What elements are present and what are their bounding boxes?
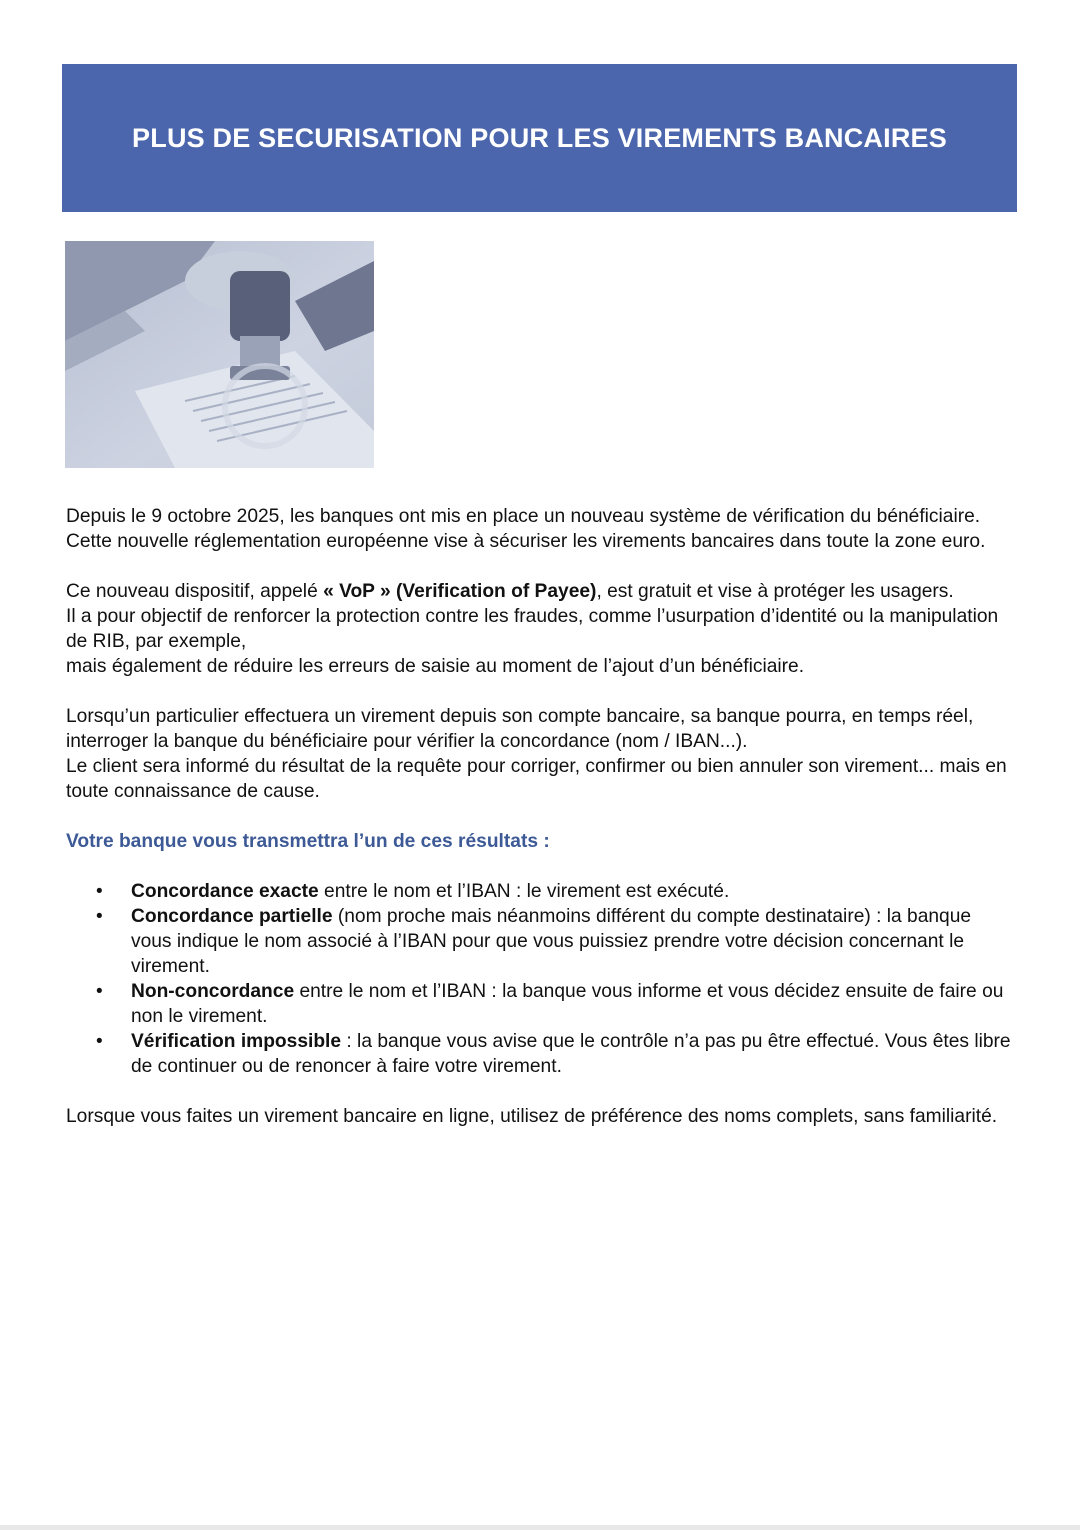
list-item [66, 904, 1016, 979]
list-item [66, 879, 1016, 904]
vop-name: « VoP » (Verification of Payee) [323, 581, 597, 602]
bullet-icon: • [96, 906, 103, 927]
bullet-icon: • [96, 881, 103, 902]
result-term: Vérification impossible [131, 1031, 342, 1052]
intro-line-2: Cette nouvelle réglementation européenne vise à sécuriser les virements bancaires dans toute la zone euro. [66, 531, 986, 552]
closing-paragraph: Lorsque vous faites un virement bancaire en ligne, utilisez de préférence des noms complets, sans familiarité. [66, 1106, 998, 1127]
result-text: entre le nom et l’IBAN : le virement est exécuté. [318, 881, 730, 902]
result-term: Non-concordance [131, 981, 295, 1002]
vop-line-2: Il a pour objectif de renforcer la protection contre les fraudes, comme l’usurpation d’identité ou la manipulation de RIB, par exemple, [66, 606, 999, 652]
bullet-icon: • [96, 981, 103, 1002]
list-item [66, 1029, 1016, 1079]
title-banner [62, 64, 1017, 212]
stamp-document-photo [65, 241, 374, 468]
result-text: entre le nom et l’IBAN : la banque vous informe et vous décidez ensuite de faire ou non le virement. [131, 981, 1004, 1027]
intro-line-1: Depuis le 9 octobre 2025, les banques ont mis en place un nouveau système de vérification du bénéficiaire. [66, 506, 981, 527]
process-line-1: Lorsqu’un particulier effectuera un virement depuis son compte bancaire, sa banque pourra, en temps réel, interroger la banque du bénéficiaire pour vérifier la concordance (nom / IBAN...). [66, 706, 974, 752]
page-title: PLUS DE SECURISATION POUR LES VIREMENTS BANCAIRES [132, 122, 947, 153]
bullet-icon: • [96, 1031, 103, 1052]
vop-rest: , est gratuit et vise à protéger les usagers. [596, 581, 954, 602]
process-line-2: Le client sera informé du résultat de la requête pour corriger, confirmer ou bien annuler son virement... mais en toute connaissance de cause. [66, 756, 1007, 802]
result-text: : la banque vous avise que le contrôle n’a pas pu être effectué. Vous êtes libre de continuer ou de renoncer à faire votre virement. [131, 1031, 1011, 1077]
result-text: (nom proche mais néanmoins différent du compte destinataire) : la banque vous indique le nom associé à l’IBAN pour que vous puissiez prendre votre décision concernant le virement. [131, 906, 972, 977]
vop-paragraph [66, 579, 1016, 679]
process-paragraph [66, 704, 1016, 804]
page-bottom-divider [0, 1525, 1080, 1530]
results-subheading: Votre banque vous transmettra l’un de ces résultats : [66, 831, 550, 852]
article-body [66, 504, 1016, 1129]
vop-line-3: mais également de réduire les erreurs de saisie au moment de l’ajout d’un bénéficiaire. [66, 656, 805, 677]
result-term: Concordance exacte [131, 881, 319, 902]
result-term: Concordance partielle [131, 906, 333, 927]
results-list [66, 879, 1016, 1079]
list-item [66, 979, 1016, 1029]
vop-intro: Ce nouveau dispositif, appelé [66, 581, 324, 602]
intro-paragraph [66, 504, 1016, 554]
